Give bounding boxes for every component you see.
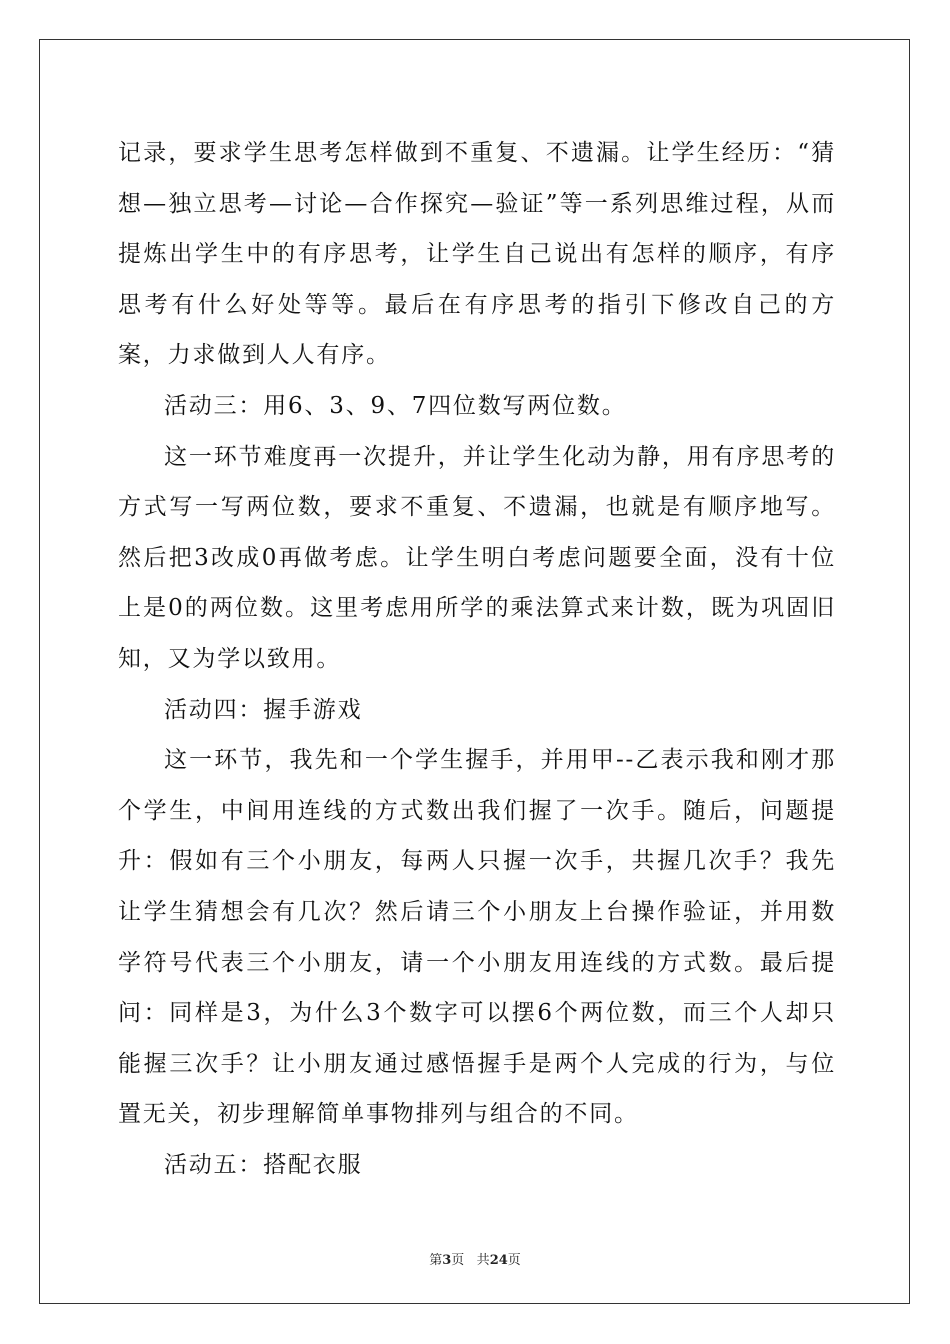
document-body bbox=[118, 128, 836, 1190]
paragraph-activity-3-heading: 活动三：用6、3、9、7四位数写两位数。 bbox=[164, 392, 627, 419]
paragraph-activity-5-heading: 活动五：搭配衣服 bbox=[164, 1151, 363, 1178]
paragraph-activity-4-heading: 活动四：握手游戏 bbox=[164, 696, 363, 723]
footer-total-prefix: 共 bbox=[476, 1253, 490, 1268]
footer-page-suffix: 页 bbox=[451, 1253, 465, 1268]
footer-total-pages: 24 bbox=[489, 1253, 508, 1268]
footer-total-suffix: 页 bbox=[507, 1253, 521, 1268]
footer-page-prefix: 第 bbox=[429, 1253, 443, 1268]
page-footer bbox=[0, 1249, 950, 1268]
paragraph-1: 记录，要求学生思考怎样做到不重复、不遗漏。让学生经历：“猜想—独立思考—讨论—合作探究—验证”等一系列思维过程，从而提炼出学生中的有序思考，让学生自己说出有怎样的顺序，有序思考有什么好处等等。最后在有序思考的指引下修改自己的方案，力求做到人人有序。 bbox=[118, 140, 836, 369]
footer-page-number: 3 bbox=[442, 1253, 452, 1268]
paragraph-5: 这一环节，我先和一个学生握手，并用甲--乙表示我和刚才那个学生，中间用连线的方式数出我们握了一次手。随后，问题提升：假如有三个小朋友，每两人只握一次手，共握几次手？我先让学生猜想会有几次？然后请三个小朋友上台操作验证，并用数学符号代表三个小朋友，请一个小朋友用连线的方式数。最后提问：同样是3，为什么3个数字可以摆6个两位数，而三个人却只能握三次手？让小朋友通过感悟握手是两个人完成的行为，与位置无关，初步理解简单事物排列与组合的不同。 bbox=[118, 747, 836, 1128]
paragraph-3: 这一环节难度再一次提升，并让学生化动为静，用有序思考的方式写一写两位数，要求不重复、不遗漏，也就是有顺序地写。然后把3改成0再做考虑。让学生明白考虑问题要全面，没有十位上是0的两位数。这里考虑用所学的乘法算式来计数，既为巩固旧知，又为学以致用。 bbox=[118, 443, 836, 672]
